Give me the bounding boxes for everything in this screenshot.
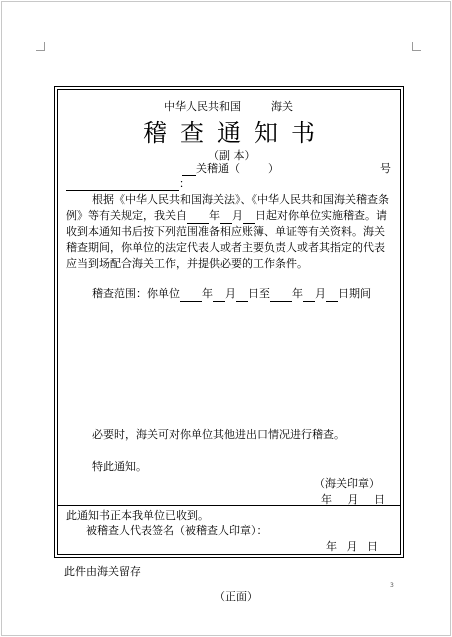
scope-day-from-blank: [236, 289, 248, 302]
page-number: 3: [390, 582, 394, 589]
audit-scope-line: 稽查范围：你单位 年 月 日至 年 月 日期间: [92, 287, 371, 300]
addressee-line: [66, 175, 190, 191]
receipt-statement: 此通知书正本我单位已收到。: [66, 509, 209, 522]
notice-paragraph: 根据《中华人民共和国海关法》、《中华人民共和国海关稽查条例》等有关规定，我关自 年 月 日起对你单位实施稽查。请收到本通知书后按下列范围准备相应账簿、单证等有关资料。海关稽查期间，你单位的法定代表人或者主要负责人或者其指定的代表应当到场配合海关工作，并提供必要的工作条件。: [66, 193, 389, 270]
receipt-date: 年 月 日: [326, 540, 378, 553]
issuing-authority-line: [164, 98, 293, 114]
reference-prefix: 关稽通（: [196, 162, 240, 175]
form-inner-frame: [57, 89, 401, 555]
crop-mark-top-left: [36, 42, 45, 51]
page-side-label: （正面）: [214, 590, 258, 603]
country-name: 中华人民共和国: [164, 100, 241, 113]
customs-seal-label: （海关印章）: [314, 477, 380, 490]
scope-month-from-blank: [213, 289, 225, 302]
scope-year-to-blank: [270, 289, 292, 302]
signature-label: 被稽查人代表签名（被稽查人印章）：: [86, 524, 268, 537]
number-label: 号: [380, 162, 391, 175]
reference-number-line: [182, 160, 279, 176]
form-frame: [54, 86, 404, 558]
customs-label: 海关: [271, 100, 293, 113]
crop-mark-top-right: [412, 42, 421, 51]
copy-label: （副 本）: [208, 149, 256, 162]
retention-note: 此件由海关留存: [64, 565, 141, 578]
additional-audit-paragraph: 必要时，海关可对你单位其他进出口情况进行稽查。: [92, 428, 345, 441]
addressee-colon: ：: [179, 177, 190, 190]
scope-year-from-blank: [180, 289, 202, 302]
month-blank: [220, 211, 232, 224]
receipt-divider: [58, 505, 400, 506]
closing-paragraph: 特此通知。: [92, 460, 147, 473]
scope-month-to-blank: [303, 289, 315, 302]
document-page: [2, 2, 450, 635]
year-blank: [187, 211, 209, 224]
document-title: 稽查通知书: [143, 119, 328, 147]
reference-suffix: ）: [268, 162, 279, 175]
scope-day-to-blank: [326, 289, 338, 302]
issue-date: 年 月 日: [321, 493, 385, 506]
day-blank: [243, 211, 255, 224]
addressee-blank: [66, 179, 179, 191]
